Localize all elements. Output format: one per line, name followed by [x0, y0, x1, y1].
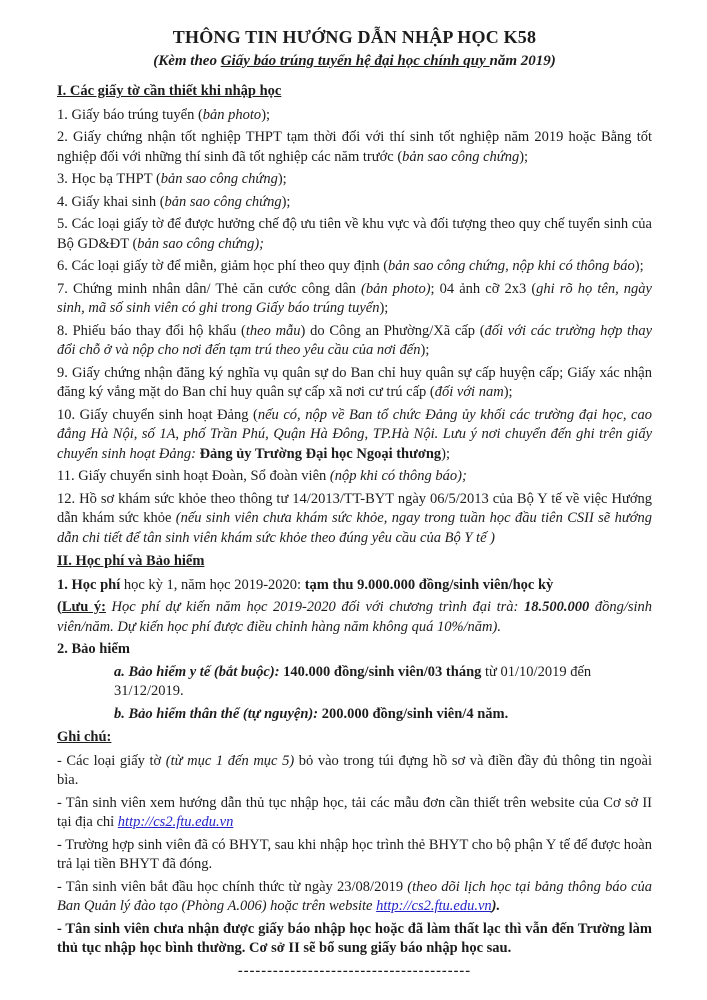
tuition-note-text: ( [57, 599, 62, 615]
item-4-text: ); [281, 193, 291, 210]
item-11-text: (nộp khi có thông báo); [329, 468, 467, 484]
insurance-b [114, 705, 652, 725]
item-6-text: bản sao công chứng, nộp khi có thông báo [388, 258, 635, 274]
tuition-note-text: 18.500.000 [523, 599, 595, 615]
doc-title-text: THÔNG TIN HƯỚNG DẪN NHẬP HỌC K58 [172, 27, 537, 47]
item-10-text: ); [441, 445, 451, 462]
item-7-text: ghi rõ họ tên, ngày sinh, mã số sinh viên có ghi trong Giấy báo trúng tuyển [57, 280, 652, 316]
insurance-a-text: từ 01/10/2019 đến 31/12/2019. [114, 663, 592, 699]
item-8-text: 8. Phiếu báo thay đổi hộ khẩu ( [57, 322, 246, 339]
item-5-text: bản sao công chứng); [137, 235, 265, 252]
note-4 [57, 878, 652, 917]
item-4 [57, 193, 652, 213]
insurance-heading-text: 2. Bảo hiểm [57, 641, 130, 657]
tuition-line-text: tạm thu 9.000.000 đồng/sinh viên/học kỳ [304, 576, 554, 593]
section-2-heading [57, 552, 652, 572]
insurance-b-text: 200.000 đồng/sinh viên/4 năm. [321, 705, 509, 722]
note-1 [57, 752, 652, 791]
section-1-heading [57, 82, 652, 102]
insurance-b-text: b. Bảo hiểm thân thể (tự nguyện): [114, 705, 322, 722]
note-3 [57, 836, 652, 875]
tuition-note-text: Lưu ý: [61, 599, 106, 615]
item-7-text: ; 04 ảnh cỡ 2x3 ( [430, 280, 537, 297]
tuition-note-text: Học phí dự kiến năm học 2019-2020 đối với chương trình đại trà: [105, 599, 524, 615]
separator-dashes-text: ---------------------------------------- [237, 962, 472, 979]
item-6 [57, 257, 652, 277]
doc-subtitle-text: (Kèm theo [153, 53, 221, 69]
item-8-text: theo mẫu [245, 322, 301, 339]
item-6-text: ); [634, 258, 644, 274]
website-link[interactable]: http://cs2.ftu.edu.vn [376, 898, 492, 914]
note-3-text: - Trường hợp sinh viên đã có BHYT, sau khi nhập học trình thẻ BHYT cho bộ phận Y tế để được hoàn trả lại tiền BHYT đã đóng. [57, 836, 652, 872]
item-7-text: ); [379, 300, 389, 316]
item-7 [57, 280, 652, 319]
item-1 [57, 106, 652, 126]
item-9-text: ); [503, 384, 513, 400]
note-1-text: (từ mục 1 đến mục 5) [165, 752, 295, 769]
tuition-line [57, 576, 652, 596]
item-3 [57, 170, 652, 190]
note-1-text: bỏ vào trong túi đựng hồ sơ và điền đầy đủ thông tin ngoài bìa. [57, 752, 652, 788]
item-1-text: bản photo [202, 106, 262, 123]
tuition-line-text: học kỳ 1, năm học 2019-2020: [123, 576, 305, 593]
item-8-text: ) do Công an Phường/Xã cấp ( [300, 322, 485, 339]
note-4-text: (theo dõi lịch học tại bảng thông báo của Ban Quản lý đào tạo (Phòng A.006) hoặc trên website [57, 878, 652, 914]
note-5-text: - Tân sinh viên chưa nhận được giấy báo nhập học hoặc đã làm thất lạc thì vẫn đến Trường làm thủ tục nhập học bình thường. Cơ sở II sẽ bổ sung giấy báo nhập học sau. [57, 920, 652, 956]
item-1-text: 1. Giấy báo trúng tuyển ( [57, 106, 203, 123]
item-6-text: 6. Các loại giấy tờ để miễn, giảm học phí theo quy định ( [57, 258, 389, 274]
item-11-text: 11. Giấy chuyển sinh hoạt Đoàn, Sổ đoàn viên [57, 468, 330, 484]
note-2 [57, 794, 652, 833]
item-3-text: ); [277, 171, 287, 187]
section-1-heading-text: I. Các giấy tờ cần thiết khi nhập học [57, 83, 282, 99]
item-7-text: 7. Chứng minh nhân dân/ Thẻ căn cước công dân [57, 280, 361, 297]
item-2-text: ); [519, 148, 529, 165]
item-3-text: 3. Học bạ THPT ( [57, 171, 161, 187]
notes-heading [57, 728, 652, 748]
item-8 [57, 322, 652, 361]
item-10-text: nếu có, nộp về Ban tổ chức Đảng ủy khối các trường đại học, cao đẳng Hà Nội, số 1A, phố Trần Phú, Quận Hà Đông, TP.Hà Nội. Lưu ý nơi chuyển đến ghi trên giấy chuyển sinh hoạt Đảng: [57, 406, 652, 462]
insurance-a-text: a. Bảo hiểm y tế (bắt buộc): [114, 663, 284, 680]
notes-heading-text: Ghi chú: [57, 729, 112, 745]
item-2-text: 2. Giấy chứng nhận tốt nghiệp THPT tạm thời đối với thí sinh tốt nghiệp năm 2019 hoặc Bằng tốt nghiệp đối với những thí sinh đã tốt nghiệp các năm trước ( [57, 129, 652, 165]
item-9-text: đối với nam [434, 384, 504, 400]
item-11 [57, 467, 652, 487]
doc-subtitle-text: Giấy báo trúng tuyển hệ đại học chính quy [220, 53, 490, 69]
item-5-text: 5. Các loại giấy tờ để được hưởng chế độ ưu tiên về khu vực và đối tượng theo quy chế tuyển sinh của Bộ GD&ĐT ( [57, 216, 652, 252]
item-10-text: 10. Giấy chuyển sinh hoạt Đảng ( [57, 406, 258, 423]
item-3-text: bản sao công chứng [160, 171, 278, 187]
item-12-text: (nếu sinh viên chưa khám sức khỏe, ngay trong tuần học đầu tiên CSII sẽ hướng dẫn chi tiết để tân sinh viên khám sức khỏe theo đúng yêu cầu của Bộ Y tế ) [57, 510, 652, 546]
tuition-note [57, 598, 652, 637]
tuition-line-text: 1. Học phí [57, 576, 124, 593]
item-12 [57, 490, 652, 549]
item-1-text: ); [261, 106, 271, 123]
item-7-text: (bản photo) [361, 280, 431, 297]
insurance-heading [57, 640, 652, 660]
insurance-a-text: 140.000 đồng/sinh viên/03 tháng [283, 663, 486, 680]
note-5 [57, 920, 652, 959]
doc-subtitle [57, 51, 652, 71]
item-2 [57, 128, 652, 167]
doc-title [57, 26, 652, 48]
item-12-text: 12. Hồ sơ khám sức khỏe theo thông tư 14/2013/TT-BYT ngày 06/5/2013 của Bộ Y tế về việc Hướng dẫn khám sức khỏe [57, 490, 652, 526]
item-5 [57, 215, 652, 254]
insurance-a [114, 663, 652, 702]
item-10 [57, 406, 652, 465]
note-4-text: ). [491, 898, 501, 914]
doc-subtitle-text: năm 2019) [489, 53, 556, 69]
item-9 [57, 364, 652, 403]
item-10-text: Đảng ủy Trường Đại học Ngoại thương [199, 445, 442, 462]
item-4-text: bản sao công chứng [164, 193, 282, 210]
website-link[interactable]: http://cs2.ftu.edu.vn [117, 814, 234, 830]
document-content [57, 26, 652, 981]
item-9-text: 9. Giấy chứng nhận đăng ký nghĩa vụ quân sự do Ban chỉ huy quân sự cấp huyện cấp; Giấy xác nhận đăng ký vắng mặt do Ban chỉ huy quân sự cấp xã nơi cư trú cấp ( [57, 364, 652, 400]
tuition-note-text: đồng/sinh viên/năm. Dự kiến học phí được điều chỉnh hàng năm không quá 10%/năm). [57, 599, 653, 635]
section-2-heading-text: II. Học phí và Bảo hiểm [57, 553, 205, 569]
note-2-text: - Tân sinh viên xem hướng dẫn thủ tục nhập học, tải các mẫu đơn cần thiết trên website của Cơ sở II tại địa chỉ [57, 794, 652, 830]
item-8-text: đối với các trường hợp thay đổi chỗ ở và nộp cho nơi đến tạm trú theo yêu cầu của nơi đến [57, 322, 652, 358]
note-1-text: - Các loại giấy tờ [57, 752, 166, 769]
separator-dashes [57, 962, 652, 982]
item-2-text: bản sao công chứng [402, 148, 520, 165]
item-4-text: 4. Giấy khai sinh ( [57, 193, 165, 210]
note-4-text: - Tân sinh viên bắt đầu học chính thức từ ngày 23/08/2019 [57, 878, 408, 895]
item-8-text: ); [420, 342, 430, 358]
